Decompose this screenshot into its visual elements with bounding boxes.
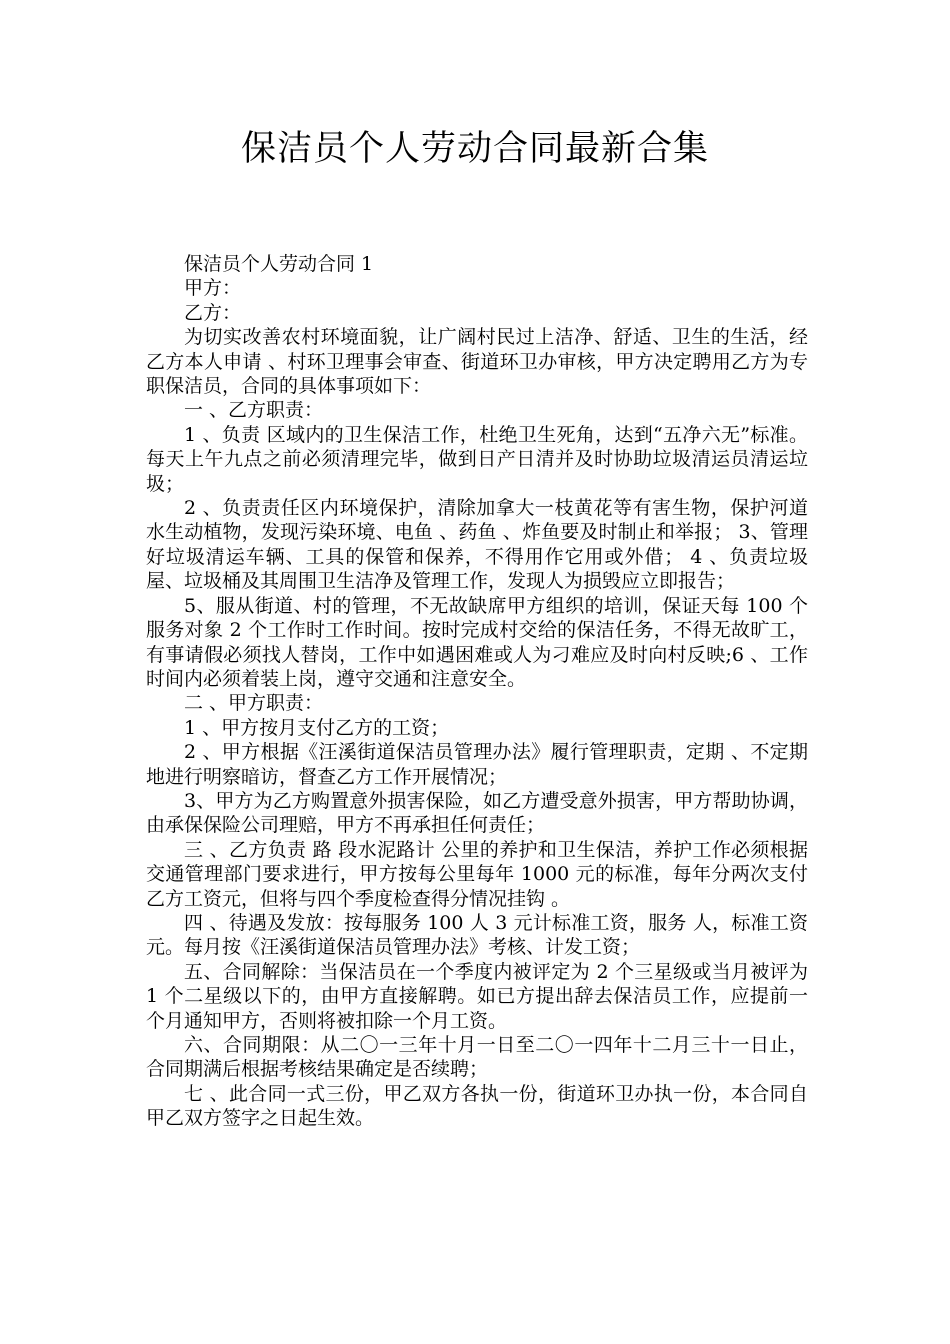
paragraph-section-2-heading: 二 、甲方职责： <box>184 692 324 715</box>
paragraph-section-1-item-1: 1 、负责 区域内的卫生保洁工作，杜绝卫生死角，达到“五净六无”标准。每天上午九点之前必须清理完毕，做到日产日清并及时协助垃圾清运员清运垃圾； <box>146 423 808 495</box>
paragraph-section-2-item-3: 3、甲方为乙方购置意外损害保险，如乙方遭受意外损害，甲方帮助协调，由承保保险公司理赔，甲方不再承担任何责任； <box>146 789 808 837</box>
paragraph-contract-heading: 保洁员个人劳动合同 1 <box>184 253 374 275</box>
document-title: 保洁员个人劳动合同最新合集 <box>240 129 709 169</box>
paragraph-section-2-item-2: 2 、甲方根据《汪溪街道保洁员管理办法》履行管理职责，定期 、不定期地进行明察暗访，督查乙方工作开展情况； <box>146 741 808 788</box>
paragraph-section-3: 三 、乙方负责 路 段水泥路计 公里的养护和卫生保洁，养护工作必须根据交通管理部门要求进行，甲方按每公里每年 1000 元的标准，每年分两次支付乙方工资元，但将与四个季度检查得分情况挂钩 。 <box>146 838 808 910</box>
paragraph-section-1-heading: 一 、乙方职责： <box>184 399 324 422</box>
paragraph-section-1-item-5: 5、服从街道、村的管理，不无故缺席甲方组织的培训，保证天每 100 个服务对象 2 个工作时工作时间。按时完成村交给的保洁任务，不得无故旷工，有事请假必须找人替岗，工作中如遇困难或人为刁难应及时向村反映;6 、工作时间内必须着装上岗，遵守交通和注意安全。 <box>146 594 808 690</box>
document-body <box>146 252 808 1131</box>
paragraph-section-6: 六、合同期限：从二〇一三年十月一日至二〇一四年十二月三十一日止，合同期满后根据考核结果确定是否续聘； <box>146 1034 808 1081</box>
paragraph-section-7: 七 、此合同一式三份，甲乙双方各执一份，街道环卫办执一份，本合同自甲乙双方签字之日起生效。 <box>146 1082 808 1130</box>
paragraph-section-5: 五、合同解除：当保洁员在一个季度内被评定为 2 个三星级或当月被评为 1 个二星级以下的，由甲方直接解聘。如已方提出辞去保洁员工作，应提前一个月通知甲方，否则将被扣除一个月工资。 <box>146 960 808 1032</box>
paragraph-section-2-item-1: 1 、甲方按月支付乙方的工资； <box>184 716 450 739</box>
paragraph-party-a: 甲方： <box>184 277 242 300</box>
paragraph-section-4: 四 、待遇及发放：按每服务 100 人 3 元计标准工资，服务 人，标准工资 元。每月按《汪溪街道保洁员管理办法》考核、计发工资； <box>146 911 808 959</box>
paragraph-intro: 为切实改善农村环境面貌，让广阔村民过上洁净、舒适、卫生的生活，经乙方本人申请 、村环卫理事会审查、街道环卫办审核，甲方决定聘用乙方为专职保洁员，合同的具体事项如下： <box>146 326 808 398</box>
paragraph-section-1-item-2: 2 、负责责任区内环境保护，清除加拿大一枝黄花等有害生物，保护河道水生动植物，发现污染环境、电鱼 、药鱼 、炸鱼要及时制止和举报； 3、管理好垃圾清运车辆、工具的保管和保养，不得用作它用或外借； 4 、负责垃圾屋、垃圾桶及其周围卫生洁净及管理工作，发现人为损毁应立即报告； <box>146 497 808 593</box>
paragraph-party-b: 乙方： <box>184 301 242 324</box>
